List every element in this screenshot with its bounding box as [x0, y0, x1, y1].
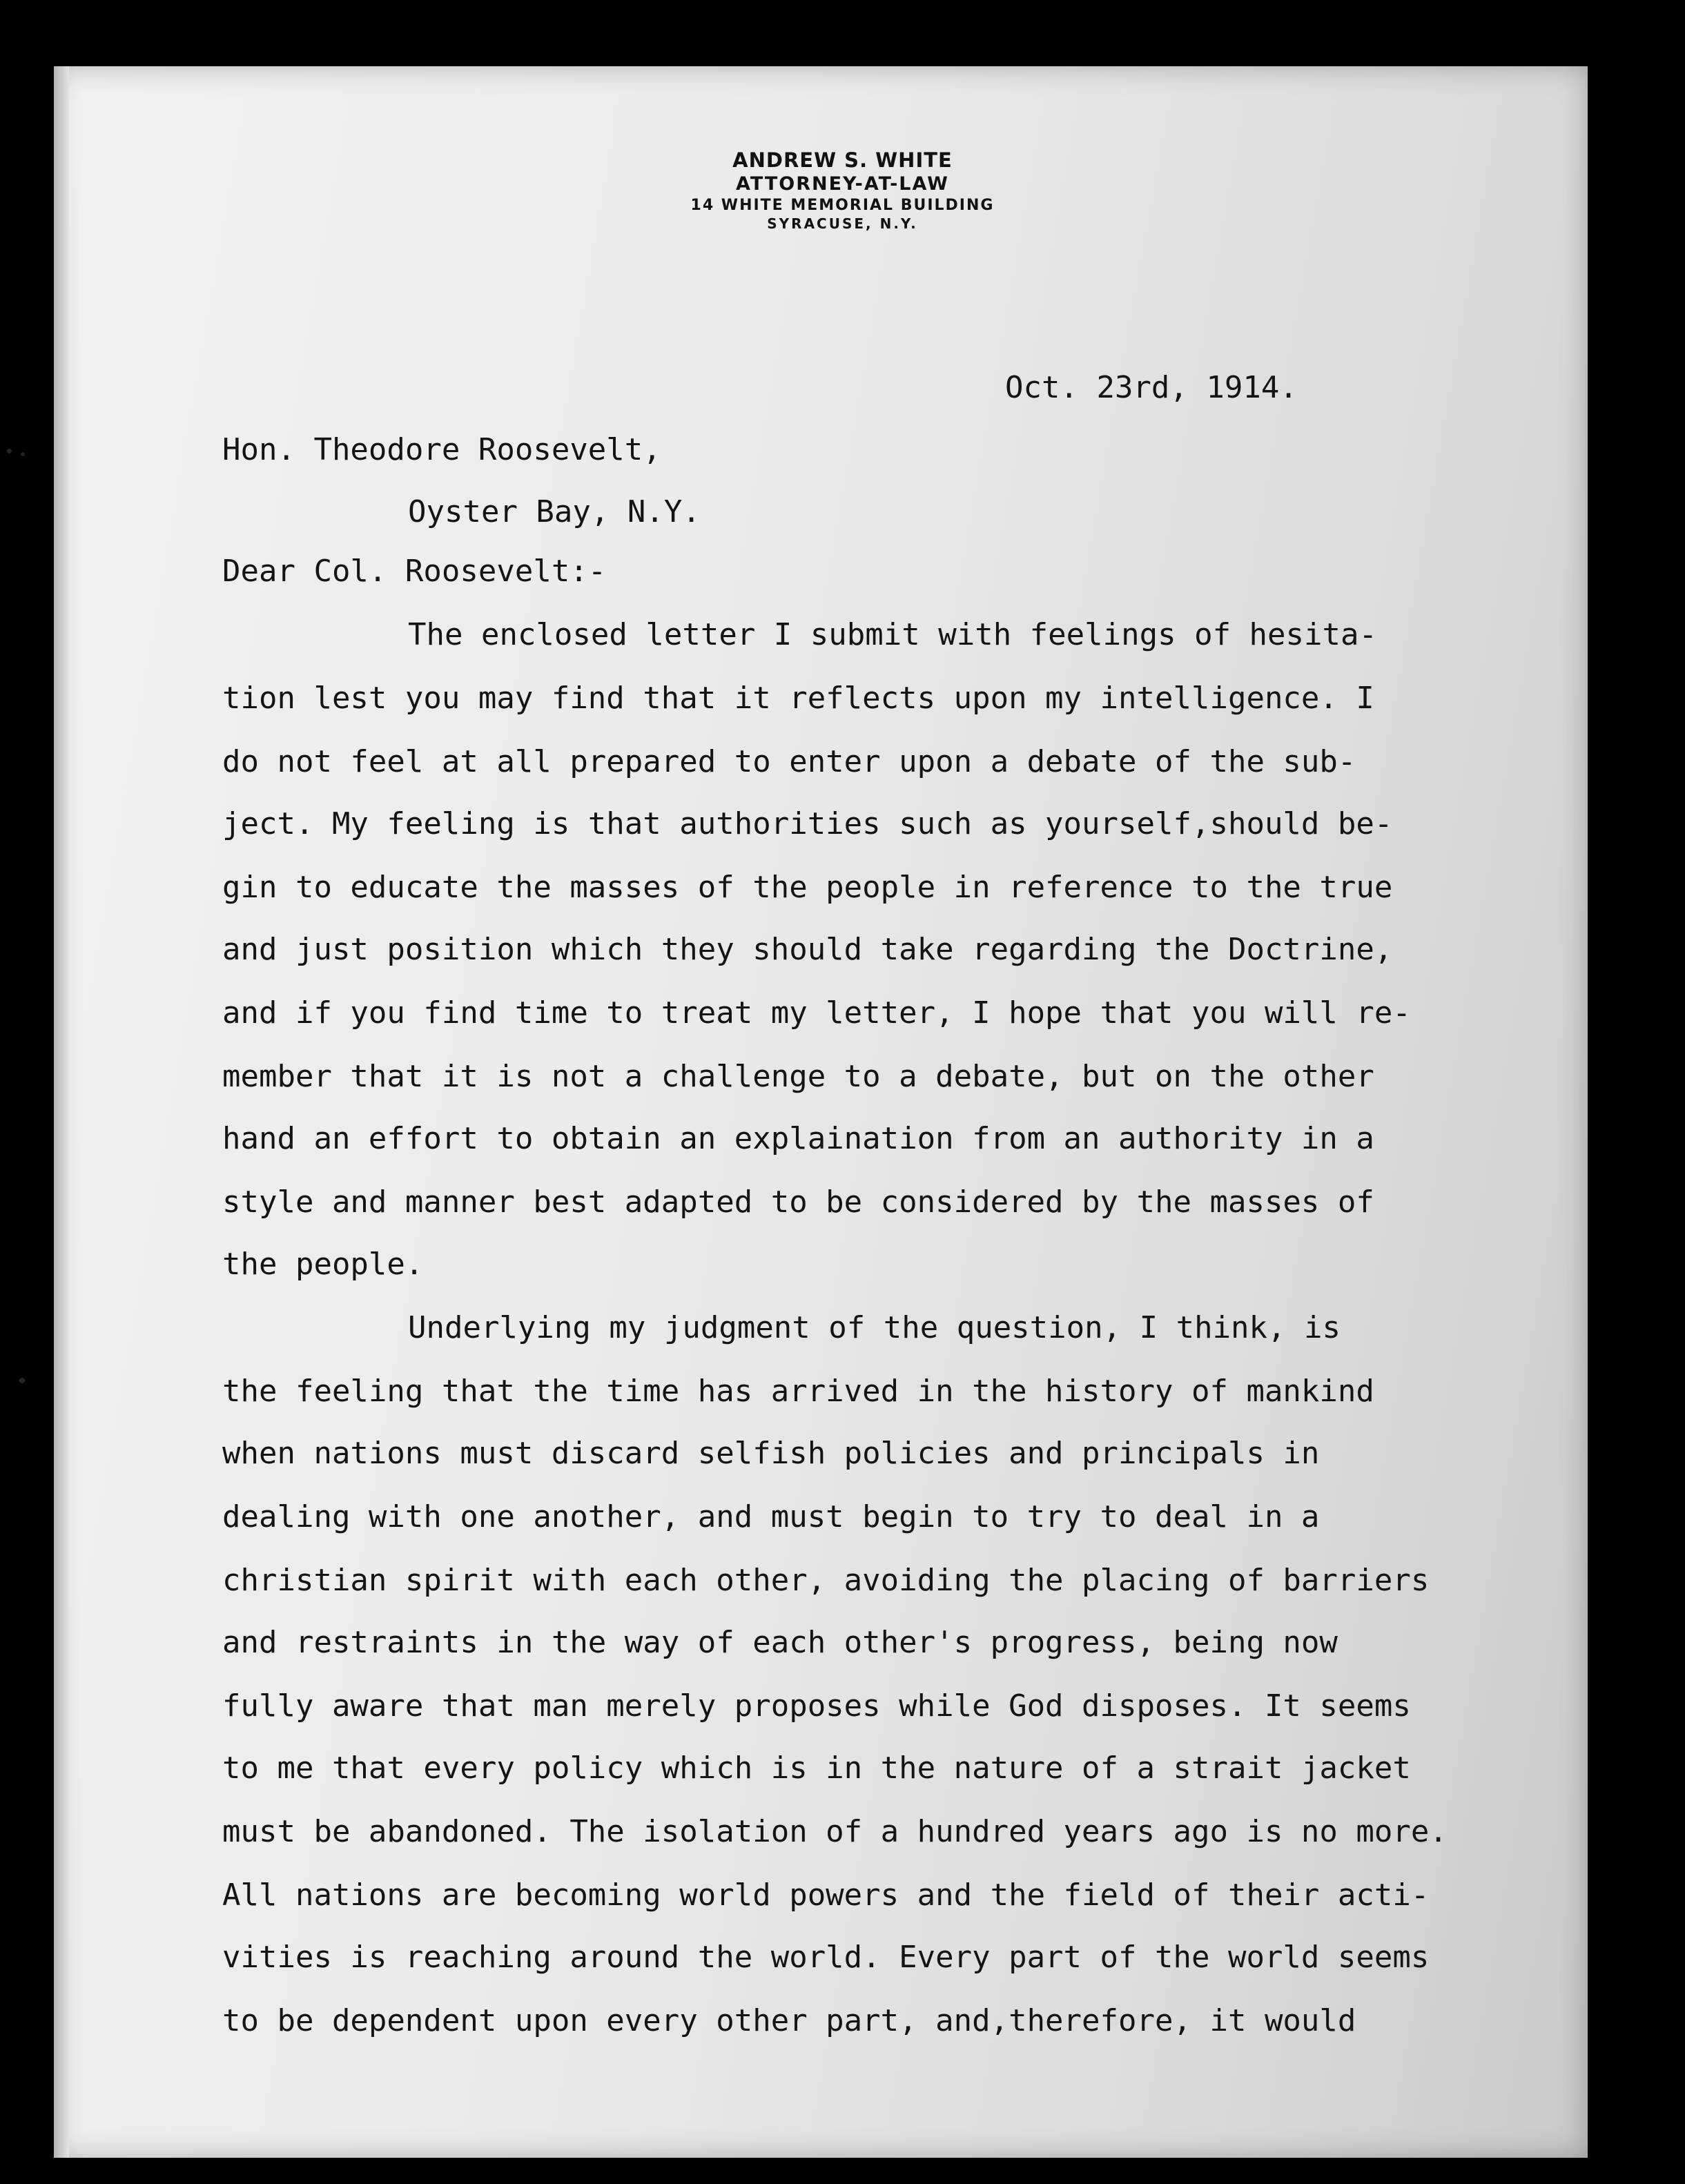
letterhead-city: SYRACUSE, N.Y.	[767, 215, 918, 232]
body-line: dealing with one another, and must begin to try to deal in a	[222, 1499, 1320, 1534]
page-edge-shadow	[54, 66, 69, 2158]
body-line: and just position which they should take regarding the Doctrine,	[222, 932, 1393, 967]
letter-date: Oct. 23rd, 1914.	[1005, 370, 1298, 405]
letterhead-address: 14 WHITE MEMORIAL BUILDING	[690, 197, 995, 214]
body-line: the people.	[222, 1247, 424, 1282]
body-line: do not feel at all prepared to enter upon a debate of the sub-	[222, 744, 1356, 779]
body-line: vities is reaching around the world. Every part of the world seems	[222, 1940, 1430, 1975]
letterhead-name: ANDREW S. WHITE	[732, 148, 953, 172]
body-line: All nations are becoming world powers and the field of their acti-	[222, 1878, 1430, 1913]
body-line: when nations must discard selfish policies and principals in	[222, 1436, 1320, 1471]
body-line: and restraints in the way of each other's progress, being now	[222, 1625, 1338, 1660]
salutation: Dear Col. Roosevelt:-	[222, 554, 607, 589]
scan-speck	[19, 1378, 25, 1383]
body-line: and if you find time to treat my letter, I hope that you will re-	[222, 995, 1411, 1031]
body-line: style and manner best adapted to be considered by the masses of	[222, 1184, 1374, 1220]
body-line: christian spirit with each other, avoiding the placing of barriers	[222, 1563, 1430, 1598]
letterhead-title: ATTORNEY-AT-LAW	[736, 173, 949, 195]
body-line: to me that every policy which is in the nature of a strait jacket	[222, 1751, 1411, 1786]
recipient-location: Oyster Bay, N.Y.	[408, 494, 701, 529]
body-line: The enclosed letter I submit with feelings of hesita-	[408, 617, 1377, 652]
body-line: ject. My feeling is that authorities such as yourself,should be-	[222, 806, 1393, 841]
body-line: Underlying my judgment of the question, I think, is	[408, 1310, 1341, 1345]
body-line: tion lest you may find that it reflects upon my intelligence. I	[222, 681, 1374, 716]
body-line: the feeling that the time has arrived in the history of mankind	[222, 1374, 1374, 1409]
letterhead	[0, 148, 1685, 233]
body-line: to be dependent upon every other part, and,therefore, it would	[222, 2003, 1356, 2038]
body-line: member that it is not a challenge to a debate, but on the other	[222, 1059, 1374, 1094]
scan-speck	[21, 452, 25, 456]
body-line: gin to educate the masses of the people in reference to the true	[222, 870, 1393, 905]
recipient-name: Hon. Theodore Roosevelt,	[222, 432, 661, 467]
body-line: hand an effort to obtain an explaination from an authority in a	[222, 1121, 1374, 1156]
scan-speck	[7, 449, 12, 454]
body-line: must be abandoned. The isolation of a hundred years ago is no more.	[222, 1814, 1448, 1849]
body-line: fully aware that man merely proposes while God disposes. It seems	[222, 1688, 1411, 1724]
